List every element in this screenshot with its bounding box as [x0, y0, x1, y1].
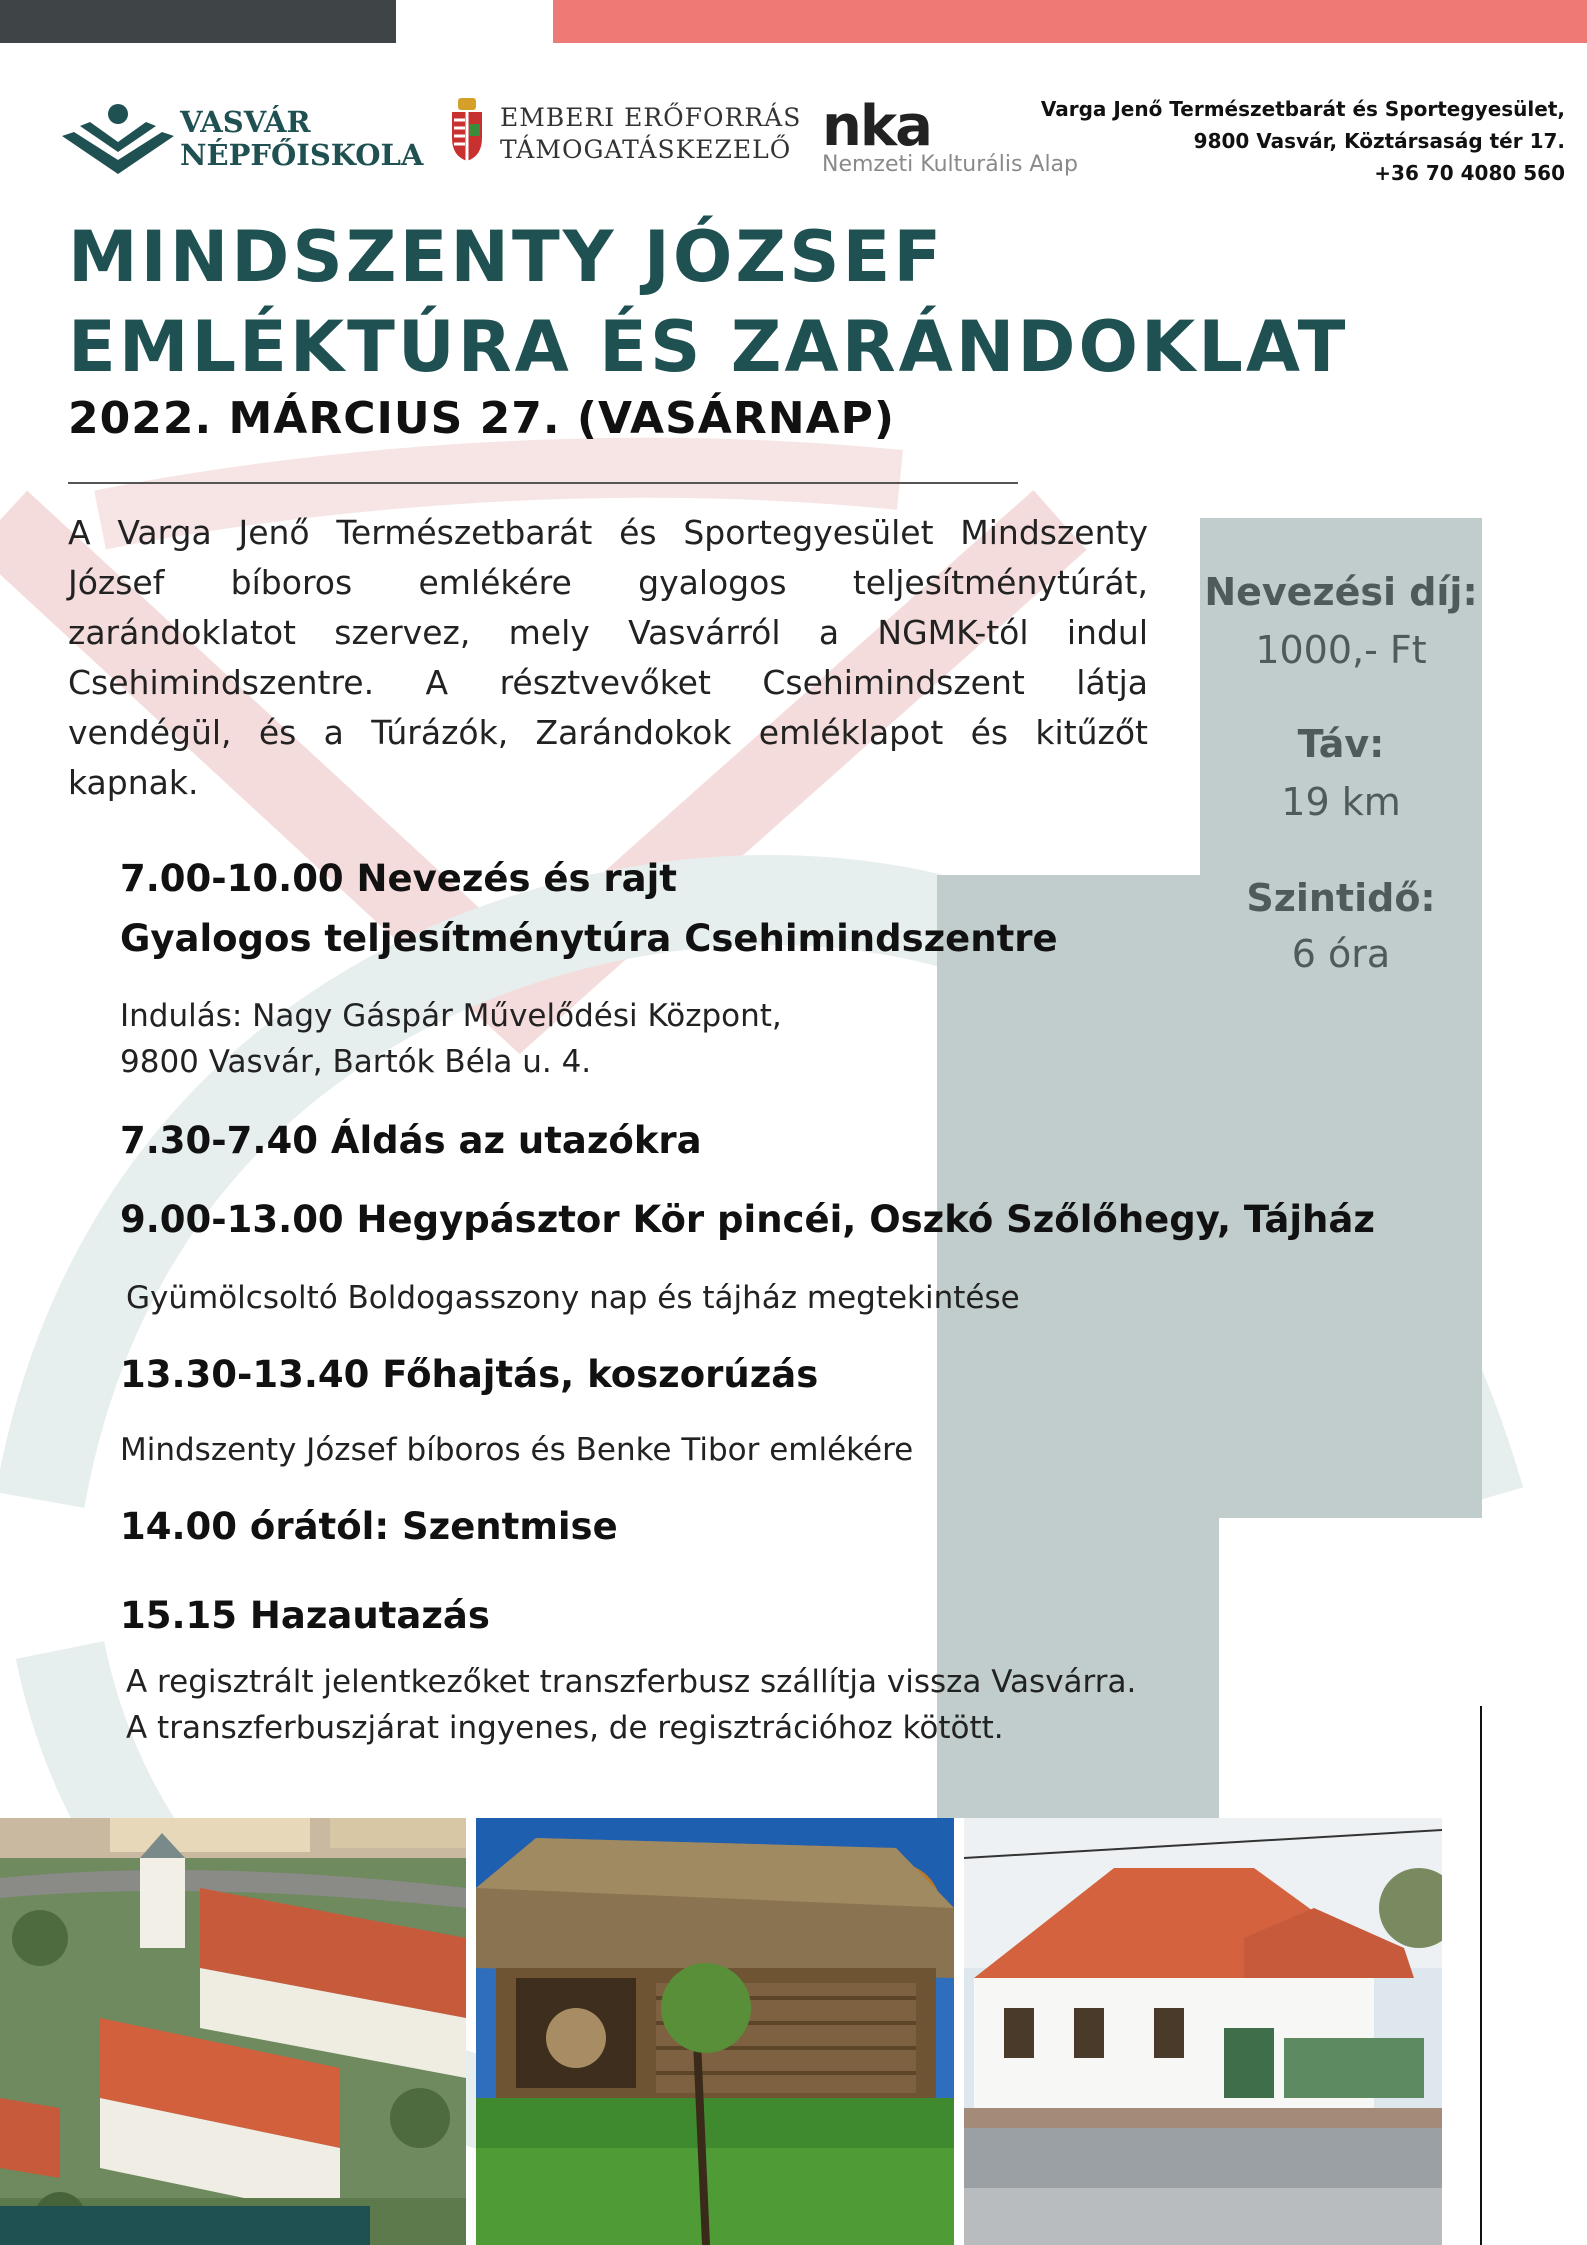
schedule-heading-3: 7.30-7.40 Áldás az utazókra — [120, 1119, 702, 1162]
photo-white-house — [964, 1818, 1442, 2245]
fee-label: Nevezési díj: — [1204, 570, 1478, 614]
schedule-heading-2: Gyalogos teljesítménytúra Csehimindszentre — [120, 917, 1058, 960]
schedule-heading-6: 14.00 órától: Szentmise — [120, 1505, 618, 1548]
schedule-text-1a: Indulás: Nagy Gáspár Művelődési Központ, — [120, 998, 782, 1034]
distance-value: 19 km — [1281, 780, 1401, 824]
vasvar-logo-icon — [58, 100, 178, 180]
coat-of-arms-icon — [450, 98, 484, 162]
emet-logo-text — [500, 102, 801, 166]
title-divider — [68, 482, 1018, 484]
vertical-rule — [1480, 1706, 1482, 2245]
photo-aerial-town — [0, 1818, 466, 2245]
distance-label: Táv: — [1297, 722, 1385, 766]
contact-line2: 9800 Vasvár, Köztársaság tér 17. — [1193, 129, 1565, 153]
schedule-text-7b: A transzferbuszjárat ingyenes, de regisztrációhoz kötött. — [126, 1710, 1004, 1746]
title-line2: EMLÉKTÚRA ÉS ZARÁNDOKLAT — [68, 306, 1349, 388]
schedule-heading-5: 13.30-13.40 Főhajtás, koszorúzás — [120, 1353, 819, 1396]
schedule-text-5: Mindszenty József bíboros és Benke Tibor emlékére — [120, 1432, 914, 1468]
schedule-text-4: Gyümölcsoltó Boldogasszony nap és tájház megtekintése — [126, 1280, 1020, 1316]
schedule-heading-1: 7.00-10.00 Nevezés és rajt — [120, 857, 677, 900]
schedule-heading-7: 15.15 Hazautazás — [120, 1594, 490, 1637]
event-date: 2022. MÁRCIUS 27. (VASÁRNAP) — [68, 393, 895, 444]
intro-paragraph: A Varga Jenő Természetbarát és Sportegyesület Mindszenty József bíboros emlékére gyalogos teljesítménytúrát, zarándoklatot szervez, mely Vasvárról a NGMK-tól indul Csehimindszentre. A résztvevőket Csehimindszent látja vendégül, és a Túrázók, Zarándokok emléklapot és kitűzőt kapnak. — [68, 513, 1148, 802]
schedule-text-1b: 9800 Vasvár, Bartók Béla u. 4. — [120, 1044, 592, 1080]
logo1-line2: NÉPFŐISKOLA — [180, 138, 424, 172]
title-line1: MINDSZENTY JÓZSEF — [68, 216, 945, 298]
time-label: Szintidő: — [1246, 876, 1436, 920]
fee-value: 1000,- Ft — [1255, 628, 1427, 672]
schedule-heading-4: 9.00-13.00 Hegypásztor Kör pincéi, Oszkó Szőlőhegy, Tájház — [120, 1198, 1375, 1241]
logo2-line1: EMBERI ERŐFORRÁS — [500, 103, 802, 132]
contact-line3: +36 70 4080 560 — [1374, 161, 1565, 185]
time-value: 6 óra — [1291, 932, 1391, 976]
photo-thatched-house — [476, 1818, 954, 2245]
contact-line1: Varga Jenő Természetbarát és Sportegyesület, — [1040, 97, 1565, 121]
nka-logo-mark: nka — [822, 94, 931, 159]
nka-logo-text: Nemzeti Kulturális Alap — [822, 152, 1079, 177]
logo1-line1: VASVÁR — [180, 105, 311, 139]
vasvar-logo-text — [180, 106, 423, 172]
contact-block — [1041, 93, 1565, 189]
bottom-bar — [0, 2206, 370, 2245]
logo2-line2: TÁMOGATÁSKEZELŐ — [500, 135, 792, 164]
page-title — [68, 212, 1348, 392]
schedule-text-7a: A regisztrált jelentkezőket transzferbusz szállítja vissza Vasvárra. — [126, 1664, 1137, 1700]
